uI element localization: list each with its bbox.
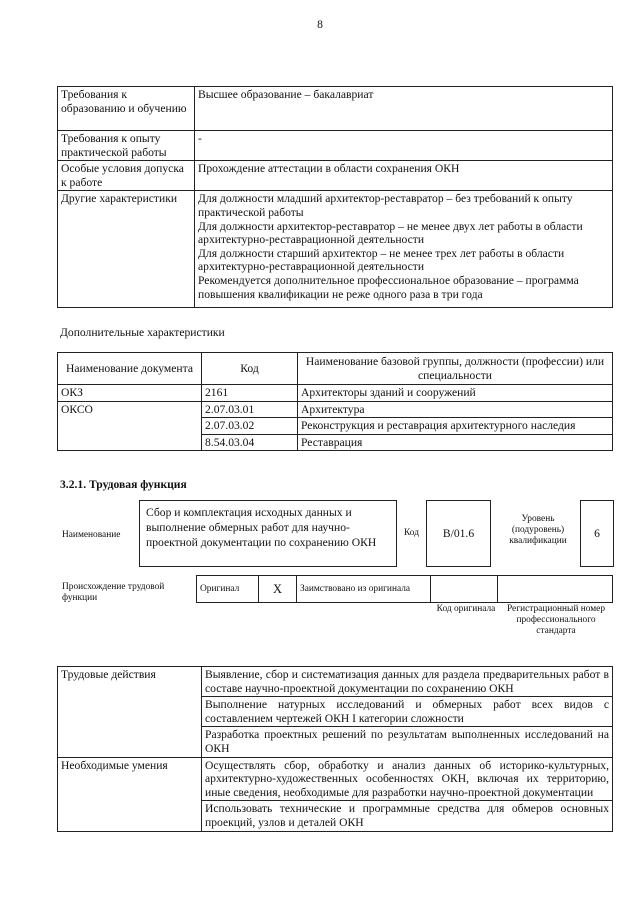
origin-table — [196, 575, 613, 603]
requirements-table — [57, 86, 613, 308]
other-line: Рекомендуется дополнительное профессиональное образование – программа повышения квалификации не реже одного раза в три года — [198, 273, 579, 301]
other-line: Для должности младший архитектор-реставратор – без требований к опыту практической работы — [198, 192, 573, 219]
level-label: Уровень (подуровень) квалификации — [509, 514, 567, 546]
code-original-label: Код оригинала — [436, 604, 496, 614]
code-label: Код — [404, 528, 419, 538]
row-name: Архитекторы зданий и сооружений — [298, 385, 613, 402]
level-value: 6 — [594, 526, 600, 540]
other-line: Для должности старший архитектор – не менее трех лет работы в области архитектурно-реставрационной деятельности — [198, 246, 565, 274]
education-label: Требования к образованию и обучению — [58, 87, 195, 131]
table-row — [58, 191, 613, 308]
code-box — [426, 500, 491, 567]
borrowed-label: Заимствовано из оригинала — [297, 576, 431, 603]
table-row — [58, 353, 613, 385]
action-item: Выявление, сбор и систематизация данных для раздела предварительных работ в составе научно-проектной документации по сохранению ОКН — [202, 667, 613, 697]
action-item: Выполнение натурных исследований и обмерных работ всех видов с составлением чертежей ОКН I категории сложности — [202, 697, 613, 727]
row-name: Архитектура — [298, 401, 613, 418]
header-name: Наименование базовой группы, должности (профессии) или специальности — [298, 353, 613, 385]
actions-table — [57, 666, 613, 832]
row-code: 8.54.03.04 — [202, 434, 298, 451]
row-doc: ОКСО — [58, 401, 202, 451]
origin-label: Происхождение трудовой функции — [62, 582, 165, 603]
function-name-value: Сбор и комплектация исходных данных и выполнение обмерных работ для научно-проектной документации по сохранению ОКН — [146, 506, 377, 549]
table-row — [58, 757, 613, 801]
table-row — [58, 131, 613, 161]
code-value: B/01.6 — [442, 526, 475, 540]
action-item: Разработка проектных решений по результатам выполненных исследований на ОКН — [202, 727, 613, 757]
table-row — [58, 385, 613, 402]
admission-label: Особые условия допуска к работе — [58, 161, 195, 191]
table-row — [58, 87, 613, 131]
skill-item: Использовать технические и программные средства для обмеров основных проекций, узлов и деталей ОКН — [202, 801, 613, 831]
header-doc: Наименование документа — [58, 353, 202, 385]
other-line: Для должности архитектор-реставратор – не менее двух лет работы в области архитектурно-реставрационной деятельности — [198, 219, 583, 247]
row-doc: ОКЗ — [58, 385, 202, 402]
original-mark: X — [259, 576, 297, 603]
row-name: Реконструкция и реставрация архитектурного наследия — [298, 418, 613, 435]
actions-label: Трудовые действия — [58, 667, 202, 758]
function-heading: 3.2.1. Трудовая функция — [60, 478, 187, 491]
level-box — [580, 500, 614, 567]
additional-heading: Дополнительные характеристики — [60, 326, 225, 339]
code-original-cell — [431, 576, 498, 603]
experience-label: Требования к опыту практической работы — [58, 131, 195, 161]
function-name-box — [139, 500, 397, 567]
education-value: Высшее образование – бакалавриат — [195, 87, 613, 131]
table-row — [58, 161, 613, 191]
row-name: Реставрация — [298, 434, 613, 451]
name-label: Наименование — [62, 530, 121, 540]
table-row — [197, 576, 613, 603]
skill-item: Осуществлять сбор, обработку и анализ данных об историко-культурных, архитектурно-художественных особенностях ОКН, включая их территорию, иные сведения, необходимые для разработки научно-проектной документации — [202, 757, 613, 801]
experience-value: - — [195, 131, 613, 161]
table-row — [58, 401, 613, 418]
row-code: 2161 — [202, 385, 298, 402]
reg-number-label: Регистрационный номер профессионального стандарта — [506, 604, 606, 636]
page-number: 8 — [317, 18, 323, 31]
header-code: Код — [202, 353, 298, 385]
other-label: Другие характеристики — [58, 191, 195, 308]
skills-label: Необходимые умения — [58, 757, 202, 831]
table-row — [58, 667, 613, 697]
original-label: Оригинал — [197, 576, 259, 603]
row-code: 2.07.03.02 — [202, 418, 298, 435]
reg-number-cell — [498, 576, 613, 603]
row-code: 2.07.03.01 — [202, 401, 298, 418]
other-value — [195, 191, 613, 308]
additional-table — [57, 352, 613, 451]
admission-value: Прохождение аттестации в области сохранения ОКН — [195, 161, 613, 191]
